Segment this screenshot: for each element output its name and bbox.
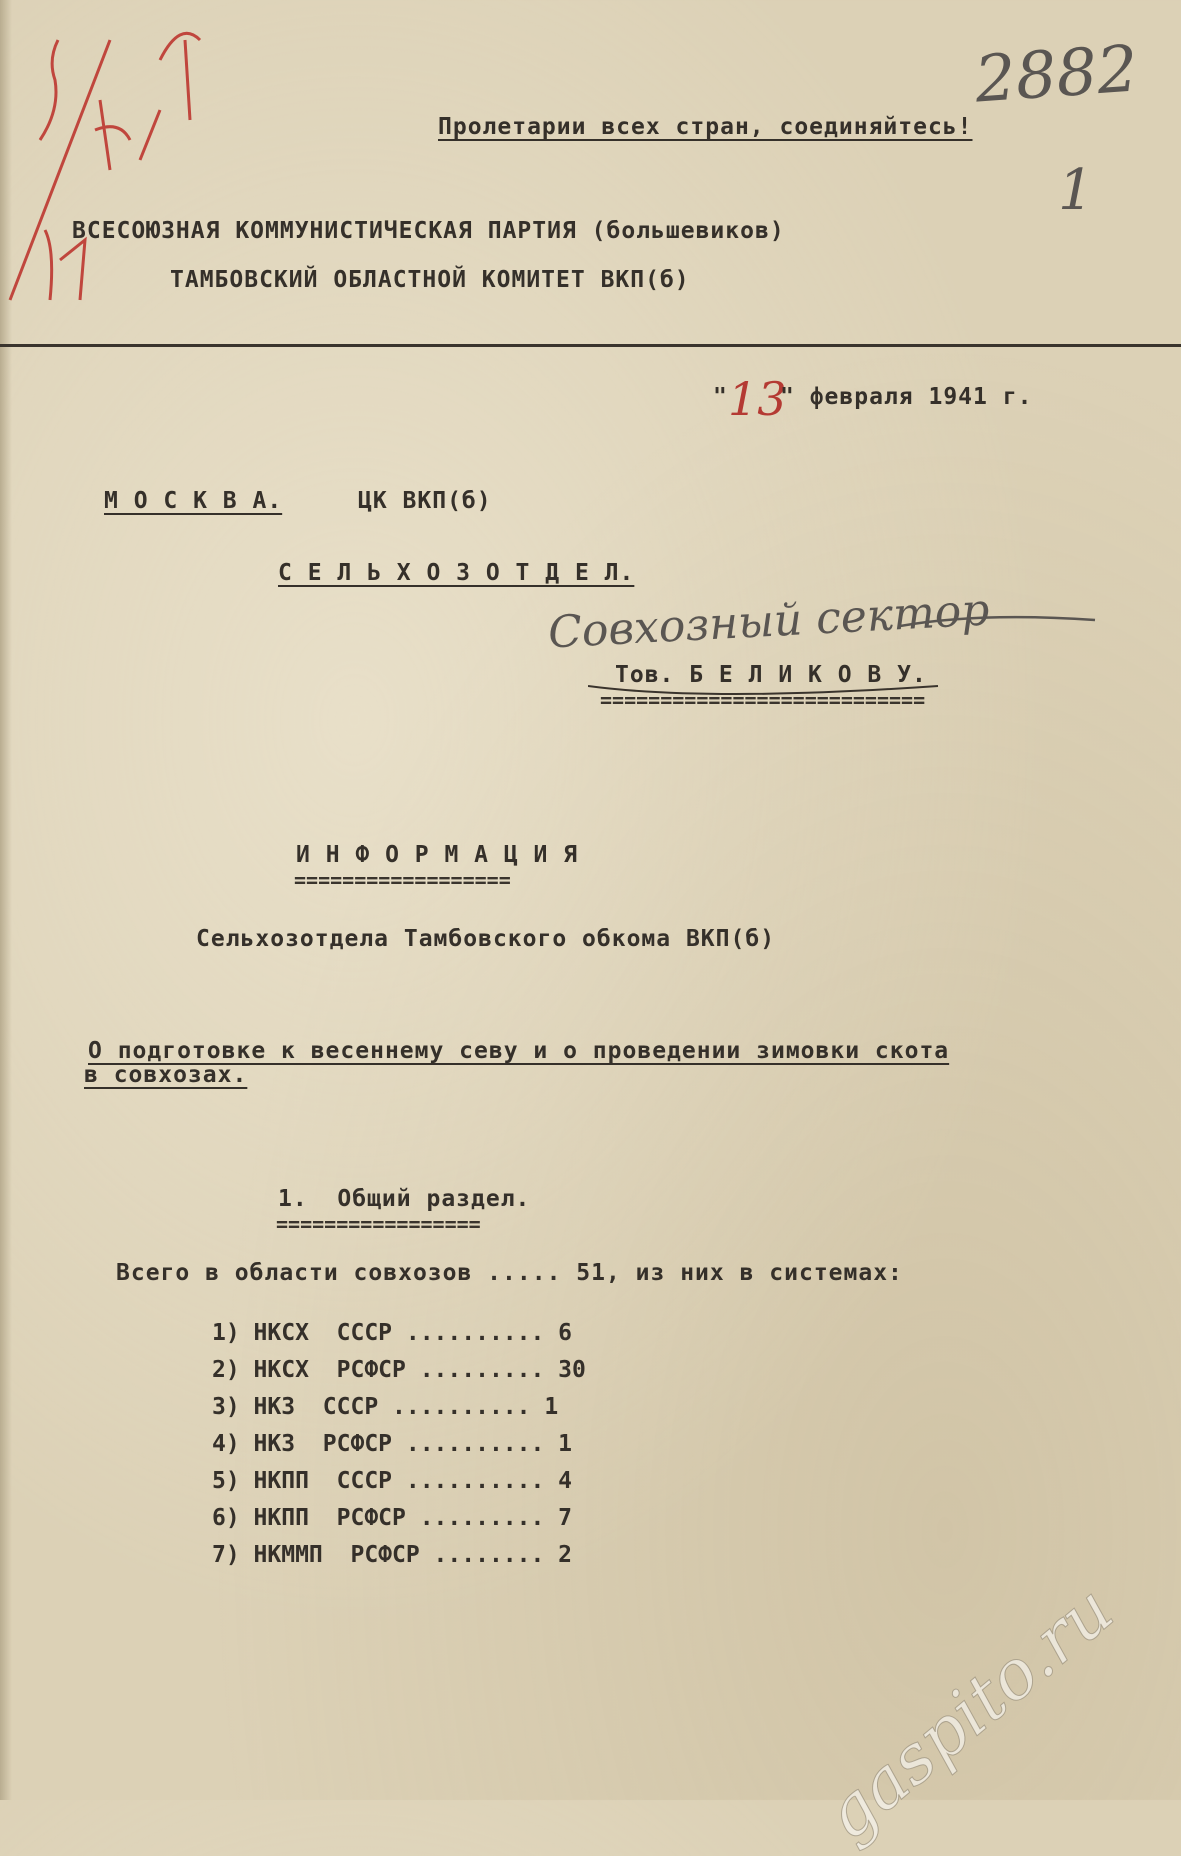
- list-item: 4) НКЗ РСФСР .......... 1: [212, 1431, 573, 1457]
- date-day: 13: [728, 372, 787, 426]
- list-item: 1) НКСХ СССР .......... 6: [212, 1320, 573, 1346]
- document-subtitle: Сельхозотдела Тамбовского обкома ВКП(б): [196, 926, 776, 952]
- addressee-org: ЦК ВКП(б): [358, 488, 492, 514]
- list-item: 3) НКЗ СССР .......... 1: [212, 1394, 559, 1420]
- document-title: И Н Ф О Р М А Ц И Я: [296, 842, 579, 868]
- sheet-mark: 1: [1058, 158, 1094, 223]
- list-item: 2) НКСХ РСФСР ......... 30: [212, 1357, 586, 1383]
- committee-name: ТАМБОВСКИЙ ОБЛАСТНОЙ КОМИТЕТ ВКП(б): [170, 267, 690, 293]
- date-open-quote: ": [713, 384, 728, 410]
- letterhead-rule: [0, 344, 1181, 347]
- archive-number: 2882: [972, 32, 1141, 118]
- handwritten-note: Совхозный сектор: [546, 584, 991, 659]
- handwritten-strike: [900, 608, 1100, 638]
- person-double-underline: ===========================: [600, 688, 926, 712]
- section-heading: 1. Общий раздел.: [278, 1186, 531, 1212]
- party-name: ВСЕСОЮЗНАЯ КОММУНИСТИЧЕСКАЯ ПАРТИЯ (большевиков): [72, 218, 785, 244]
- date-month-year: февраля 1941 г.: [809, 384, 1033, 410]
- section-double-underline: =================: [276, 1212, 481, 1236]
- list-item: 7) НКММП РСФСР ........ 2: [212, 1542, 573, 1568]
- addressee-person: Тов. Б Е Л И К О В У.: [615, 662, 927, 688]
- total-line: Всего в области совхозов ..... 51, из них в системах:: [116, 1260, 903, 1286]
- addressee-city: М О С К В А.: [104, 488, 283, 514]
- list-item: 6) НКПП РСФСР ......... 7: [212, 1505, 573, 1531]
- title-double-underline: ==================: [294, 868, 511, 892]
- addressee-department: С Е Л Ь Х О З О Т Д Е Л.: [278, 560, 635, 586]
- watermark: gaspito.ru: [810, 1570, 1129, 1856]
- date-rest: " февраля 1941 г.: [780, 384, 1033, 410]
- topic-line-2: в совхозах.: [84, 1062, 248, 1088]
- list-item: 5) НКПП СССР .......... 4: [212, 1468, 573, 1494]
- slogan: Пролетарии всех стран, соединяйтесь!: [438, 114, 973, 140]
- topic-line-1: О подготовке к весеннему севу и о проведении зимовки скота: [88, 1038, 950, 1064]
